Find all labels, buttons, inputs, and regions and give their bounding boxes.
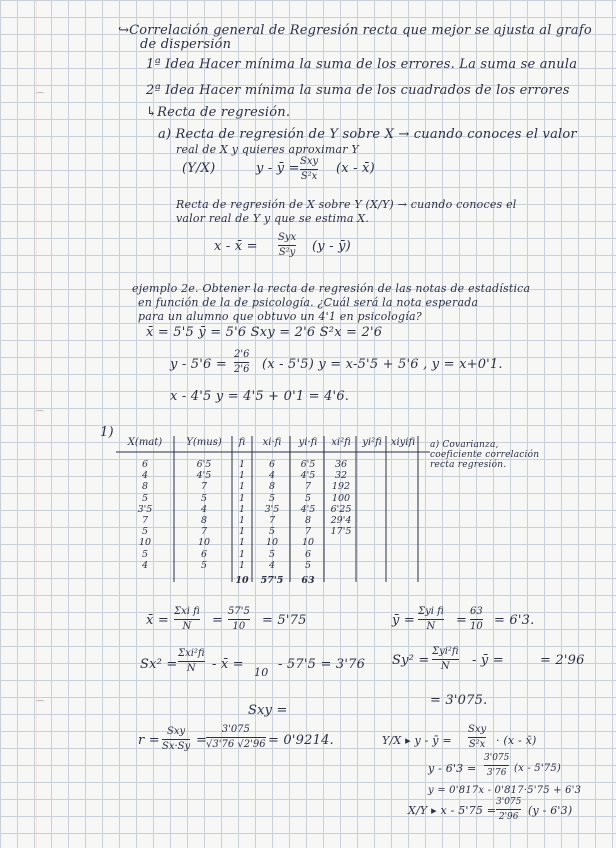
xy-formula-lhs: x - x̄ =: [214, 239, 258, 254]
table-total: 57'5: [260, 575, 284, 586]
yx-label: (Y/X): [182, 161, 216, 176]
sx2-value: - 57'5 = 3'76: [278, 657, 366, 672]
table-cell: 6'5: [300, 459, 316, 470]
table-cell: 4'5: [300, 470, 316, 482]
yx-result-fraction: [468, 724, 486, 751]
sxy-lhs: Sxy =: [248, 703, 288, 718]
table-cell: 6: [268, 459, 276, 470]
table-cell: 1: [238, 559, 246, 571]
table-cell: 3'5: [137, 503, 153, 515]
table-header: fi: [238, 437, 246, 448]
regression-b-line-1: Recta de regresión de X sobre Y (X/Y) → cuando conoces el: [176, 198, 517, 211]
heading-line-1: ↪Correlación general de Regresión recta que mejor se ajusta al grafo: [118, 23, 592, 38]
table-cell: 10: [265, 537, 279, 549]
table-cell: 7: [200, 526, 208, 538]
table-cell: 32: [334, 470, 348, 482]
r-fraction: [162, 726, 190, 753]
table-cell: 4: [268, 470, 276, 482]
example-line-3: para un alumno que obtuvo un 4'1 en psicología?: [138, 310, 422, 323]
ybar-fraction: [418, 606, 444, 633]
idea-2: 2ª Idea Hacer mínima la suma de los cuadrados de los errores: [146, 83, 570, 98]
r-numerator: Sxy: [167, 726, 186, 737]
sy2-fraction: [432, 646, 459, 673]
table-cell: 6'25: [330, 503, 352, 515]
table-cell: 7: [268, 515, 276, 526]
yx-line-2: y - 6'3 =: [428, 762, 477, 775]
table-cell: 7: [304, 526, 312, 538]
yx-line-2-numerator: 3'075: [484, 753, 510, 763]
xy-result-head: X/Y ▸ x - 5'75 =: [408, 804, 497, 817]
example-line-2: en función de la de psicología. ¿Cuál será la nota esperada: [138, 296, 479, 309]
idea-1: 1ª Idea Hacer mínima la suma de los errores. La suma se anula: [146, 57, 578, 72]
ybar-numerator: Σyi fi: [418, 606, 444, 617]
table-cell: 29'4: [330, 515, 352, 526]
r-denominator: Sx·Sy: [162, 741, 191, 752]
yx-result-head: Y/X ▸ y - ȳ =: [382, 734, 452, 747]
r-value: = 0'9214.: [268, 733, 334, 748]
table-cell: 5: [268, 526, 276, 538]
xbar-fraction-2: [228, 606, 250, 633]
fraction-bar: [418, 619, 444, 620]
yx-line-2-denominator: 3'76: [486, 768, 507, 778]
table-cell: 10: [138, 537, 152, 549]
table-cell: 1: [238, 492, 246, 504]
ybar-value: = 6'3.: [494, 613, 535, 628]
yx-formula-lhs: y - ȳ =: [256, 161, 300, 176]
xbar-numerator-2: 57'5: [228, 606, 250, 617]
yx-denominator: S²x: [300, 171, 318, 182]
r-denominator-2: √3'76 √2'96: [206, 739, 266, 750]
regression-a-line-2: real de X y quieres aproximar Y: [176, 143, 359, 156]
fraction-bar: [174, 619, 200, 620]
table-header: xiyifi: [390, 437, 416, 448]
table-cell: 5: [200, 492, 208, 504]
table-cell: 5: [200, 559, 208, 571]
table-cell: 5: [268, 548, 276, 560]
xbar-numerator: Σxi fi: [174, 606, 200, 617]
fraction-bar: [162, 739, 190, 740]
r-lhs: r =: [138, 733, 160, 748]
table-cell: 1: [238, 503, 246, 515]
table-cell: 5: [141, 526, 149, 538]
sx2-denominator-2: 10: [254, 666, 269, 679]
table-cell: 5: [141, 492, 149, 504]
xbar-lhs: x̄ =: [146, 613, 169, 628]
table-total: 63: [301, 575, 315, 586]
xy-result-denominator: 2'96: [498, 812, 519, 822]
problem-number: 1): [100, 425, 114, 440]
table-cell: 1: [238, 548, 246, 560]
yx-line-2-fraction: [484, 752, 509, 779]
example-eq-lhs: y - 5'6 =: [170, 357, 227, 372]
xy-numerator: Syx: [278, 232, 297, 243]
sx2-mid: - x̄ =: [212, 657, 244, 672]
table-cell: 4'5: [300, 503, 316, 515]
yx-numerator: Sxy: [300, 156, 319, 167]
table-cell: 36: [334, 459, 348, 470]
table-header: xi²fi: [331, 437, 351, 448]
fraction-bar: [470, 619, 483, 620]
table-cell: 7: [200, 481, 208, 493]
fraction-bar: [468, 737, 486, 738]
table-header: xi·fi: [262, 437, 282, 448]
fraction-bar: [432, 659, 459, 660]
table-cell: 6: [141, 459, 149, 470]
xy-denominator: S²y: [278, 247, 296, 258]
table-header: X(mat): [127, 437, 163, 448]
example-values: x̄ = 5'5 ȳ = 5'6 Sxy = 2'6 S²x = 2'6: [146, 325, 383, 340]
table-cell: 5: [304, 559, 312, 571]
example-numerator: 2'6: [234, 349, 250, 360]
fraction-bar: [206, 737, 266, 738]
table-cell: 1: [238, 470, 246, 482]
sx2-lhs: Sx² =: [140, 657, 178, 672]
table-cell: 8: [304, 515, 312, 526]
xy-result-tail: (y - 6'3): [528, 804, 573, 817]
table-cell: 100: [331, 492, 351, 504]
yx-line-2-tail: (x - 5'75): [514, 763, 562, 774]
table-cell: 5: [268, 492, 276, 504]
xbar-denominator-2: 10: [232, 621, 246, 632]
table-header: yi²fi: [362, 437, 382, 448]
example-line-1: ejemplo 2e. Obtener la recta de regresión de las notas de estadística: [132, 282, 531, 295]
table-cell: 10: [197, 537, 211, 549]
table-cell: 6: [304, 548, 312, 560]
table-cell: 8: [141, 481, 149, 493]
yx-result-numerator: Sxy: [468, 724, 487, 735]
recta-title: ↳Recta de regresión.: [146, 105, 291, 120]
xbar-value: = 5'75: [262, 613, 307, 628]
table-cell: 5: [304, 492, 312, 504]
table-cell: 1: [238, 515, 246, 526]
table-cell: 4'5: [196, 470, 212, 482]
ybar-lhs: ȳ =: [392, 613, 415, 628]
table-cell: 17'5: [330, 526, 352, 538]
problem-note: a) Covarianza, coeficiente correlación recta regresión.: [430, 440, 540, 470]
regression-a-line-1: a) Recta de regresión de Y sobre X → cuando conoces el valor: [158, 127, 577, 142]
ybar-equals: =: [456, 613, 468, 628]
xy-formula-rhs: (y - ȳ): [312, 239, 351, 254]
table-cell: 1: [238, 481, 246, 493]
example-eval: x - 4'5 y = 4'5 + 0'1 = 4'6.: [170, 389, 350, 404]
fraction-bar: [178, 661, 205, 662]
xbar-equals: =: [212, 613, 224, 628]
ybar-fraction-2: [470, 606, 483, 633]
sx2-denominator: N: [186, 663, 196, 674]
sx2-fraction: [178, 648, 205, 675]
sy2-lhs: Sy² =: [392, 653, 430, 668]
example-denominator: 2'6: [234, 364, 250, 375]
fraction-bar: [484, 765, 509, 766]
sy2-numerator: Σyi²fi: [432, 646, 459, 657]
regression-b-line-2: valor real de Y y que se estima X.: [176, 212, 370, 225]
ybar-denominator-2: 10: [470, 621, 483, 632]
table-cell: 1: [238, 459, 246, 470]
fraction-bar: [228, 619, 250, 620]
table-header: yi·fi: [298, 437, 318, 448]
yx-result-tail: · (x - x̄): [496, 734, 537, 747]
sy2-denominator: N: [440, 661, 450, 672]
table-cell: 1: [238, 526, 246, 538]
table-cell: 192: [331, 481, 351, 493]
ybar-denominator: N: [426, 621, 436, 632]
sy2-value: - ȳ =: [472, 653, 504, 668]
xy-result-fraction: [496, 796, 521, 823]
table-cell: 4: [200, 503, 208, 515]
yx-line-3: y = 0'817x - 0'817·5'75 + 6'3: [428, 785, 582, 796]
yx-result-denominator: S²x: [468, 739, 486, 750]
table-cell: 10: [301, 537, 315, 549]
table-cell: 7: [304, 481, 312, 493]
table-cell: 6: [200, 548, 208, 560]
example-eq-rhs: (x - 5'5) y = x-5'5 + 5'6 , y = x+0'1.: [262, 357, 503, 372]
table-cell: 4: [268, 559, 276, 571]
sxy-value: = 3'075.: [430, 693, 488, 708]
heading-line-2: de dispersión: [140, 37, 232, 52]
sy2-result: = 2'96: [540, 653, 585, 668]
table-cell: 4: [141, 559, 149, 571]
table-cell: 6'5: [196, 459, 212, 470]
table-total: 10: [235, 575, 249, 586]
table-cell: 7: [141, 515, 149, 526]
table-cell: 5: [141, 548, 149, 560]
table-cell: 1: [238, 537, 246, 549]
xbar-denominator: N: [182, 621, 192, 632]
fraction-bar: [496, 809, 521, 810]
xbar-fraction: [174, 606, 200, 633]
table-header: Y(mus): [186, 437, 222, 448]
r-numerator-2: 3'075: [221, 724, 250, 735]
yx-formula-rhs: (x - x̄): [336, 161, 375, 176]
sx2-numerator: Σxi²fi: [178, 648, 205, 659]
table-cell: 8: [268, 481, 276, 493]
ybar-numerator-2: 63: [470, 606, 483, 617]
r-equals: =: [196, 733, 208, 748]
table-cell: 8: [200, 515, 208, 526]
r-fraction-2: [206, 724, 266, 751]
table-cell: 4: [141, 470, 149, 482]
table-cell: 3'5: [264, 503, 280, 515]
xy-result-numerator: 3'075: [496, 797, 522, 807]
